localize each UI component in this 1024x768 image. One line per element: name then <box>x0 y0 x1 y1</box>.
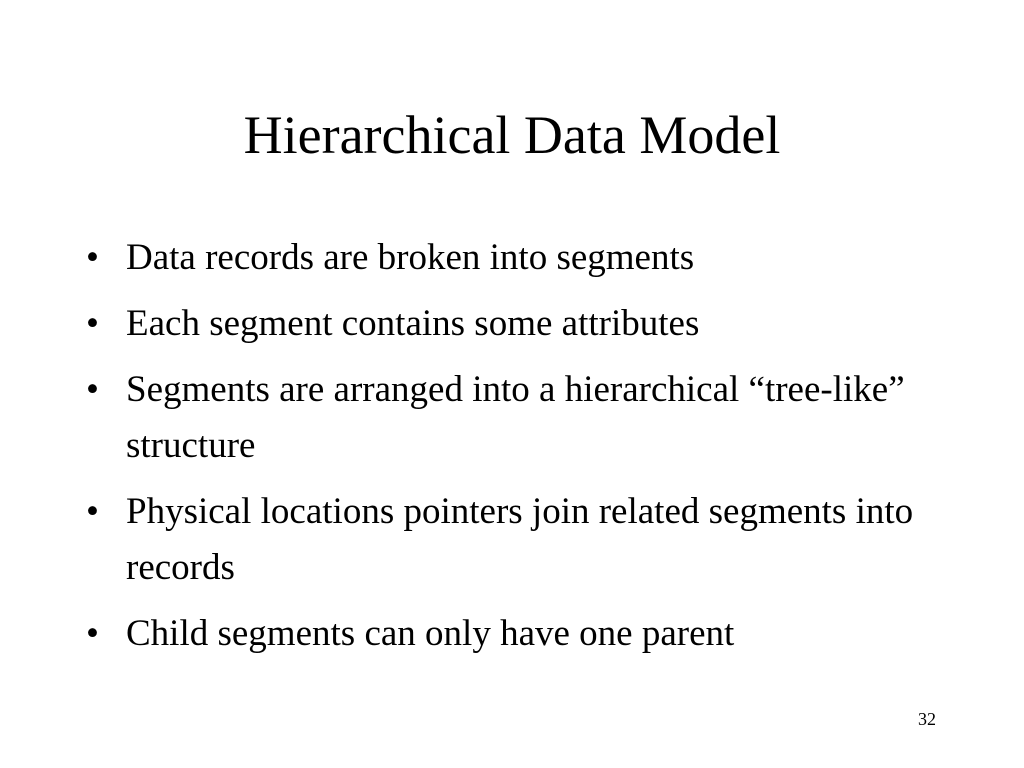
bullet-marker: • <box>86 237 99 278</box>
bullet-list <box>86 230 926 672</box>
bullet-text: Segments are arranged into a hierarchical “tree-like” structure <box>126 369 905 466</box>
bullet-text: Physical locations pointers join related segments into records <box>126 491 914 588</box>
bullet-marker: • <box>86 369 99 410</box>
bullet-marker: • <box>86 303 99 344</box>
bullet-text: Child segments can only have one parent <box>126 613 735 654</box>
bullet-item <box>86 230 926 286</box>
bullet-marker: • <box>86 613 99 654</box>
slide-title: Hierarchical Data Model <box>243 105 781 165</box>
slide-number: 32 <box>918 709 936 729</box>
bullet-item <box>86 606 926 662</box>
bullet-text: Data records are broken into segments <box>126 237 695 278</box>
bullet-item <box>86 362 926 474</box>
bullet-item <box>86 296 926 352</box>
bullet-marker: • <box>86 491 99 532</box>
bullet-text: Each segment contains some attributes <box>126 303 700 344</box>
bullet-item <box>86 484 926 596</box>
